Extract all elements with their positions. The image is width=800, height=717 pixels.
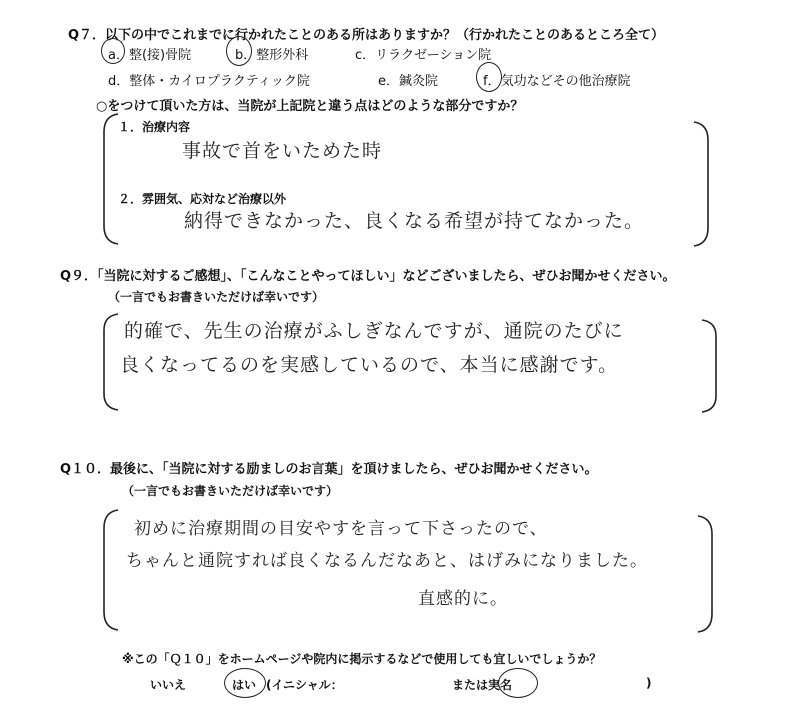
q10-left-bracket xyxy=(100,508,120,632)
option-a-circle-mark xyxy=(101,38,125,64)
q7-sub2-answer[interactable]: 納得できなかった、良くなる希望が持てなかった。 xyxy=(184,210,645,232)
q10-answer-line2[interactable]: ちゃんと通院すれば良くなるんだなあと、はげみになりました。 xyxy=(126,551,648,571)
q10-answer-line3[interactable]: 直感的に。 xyxy=(418,589,508,609)
q9-answer-line1[interactable]: 的確で、先生の治療がふしぎなんですが、通院のたびに xyxy=(124,320,624,342)
q7-option-d[interactable]: d．整体・カイロプラクティック院 xyxy=(108,74,310,89)
permission-close-paren: ) xyxy=(646,676,652,690)
q7-left-bracket xyxy=(100,112,120,246)
q7-sub2-label: ２．雰囲気、応対など治療以外 xyxy=(118,192,287,206)
q7-option-f[interactable]: f．気功などその他治療院 xyxy=(483,74,631,89)
option-f-circle-mark xyxy=(476,62,502,92)
q7-right-bracket xyxy=(692,120,712,248)
q7-question: Q７．以下の中でこれまでに行かれたことのある所はありますか？（行かれたことのあるところ全て） xyxy=(68,28,665,43)
q9-right-bracket xyxy=(700,318,720,414)
permission-no-option[interactable]: いいえ xyxy=(150,678,187,692)
q7-option-b[interactable]: b．整形外科 xyxy=(235,48,309,63)
q10-right-bracket xyxy=(696,514,716,634)
option-b-circle-mark xyxy=(226,36,252,66)
q7-followup: ○をつけて頂いた方は、当院が上記院と違う点はどのような部分ですか？ xyxy=(96,99,524,114)
q7-option-e[interactable]: e．鍼灸院 xyxy=(378,74,438,89)
q10-question: Q１０．最後に、「当院に対する励ましのお言葉」を頂けましたら、ぜひお聞かせください。 xyxy=(60,462,598,477)
q9-note: （一言でもお書きいただけば幸いです） xyxy=(108,290,325,304)
q7-option-c[interactable]: c．リラクゼーション院 xyxy=(355,48,492,63)
q10-answer-line1[interactable]: 初めに治療期間の目安やすを言って下さったので、 xyxy=(134,519,548,539)
q9-left-bracket xyxy=(100,312,120,412)
q9-answer-line2[interactable]: 良くなってるのを実感しているので、本当に感謝です。 xyxy=(120,354,619,376)
permission-yes-option[interactable]: はい xyxy=(232,678,257,692)
q10-note: （一言でもお書きいただけば幸いです） xyxy=(122,484,339,498)
q7-option-a[interactable]: a．整(接)骨院 xyxy=(108,48,192,63)
real-name-circle-mark xyxy=(498,668,538,698)
permission-real-name-label[interactable]: または実名 xyxy=(452,678,513,692)
yes-circle-mark xyxy=(224,668,266,698)
q7-sub1-label: １．治療内容 xyxy=(118,120,191,134)
permission-initial-label: (イニシャル： xyxy=(266,678,343,692)
q7-sub1-answer[interactable]: 事故で首をいためた時 xyxy=(182,140,383,162)
q10-permission-question: ※この「Ｑ１０」をホームページや院内に掲示するなどで使用しても宜しいでしょうか？ xyxy=(122,652,602,666)
q9-question: Q９．「当院に対するご感想」、「こんなことやってほしい」などございましたら、ぜひお聞かせください。 xyxy=(60,269,676,284)
